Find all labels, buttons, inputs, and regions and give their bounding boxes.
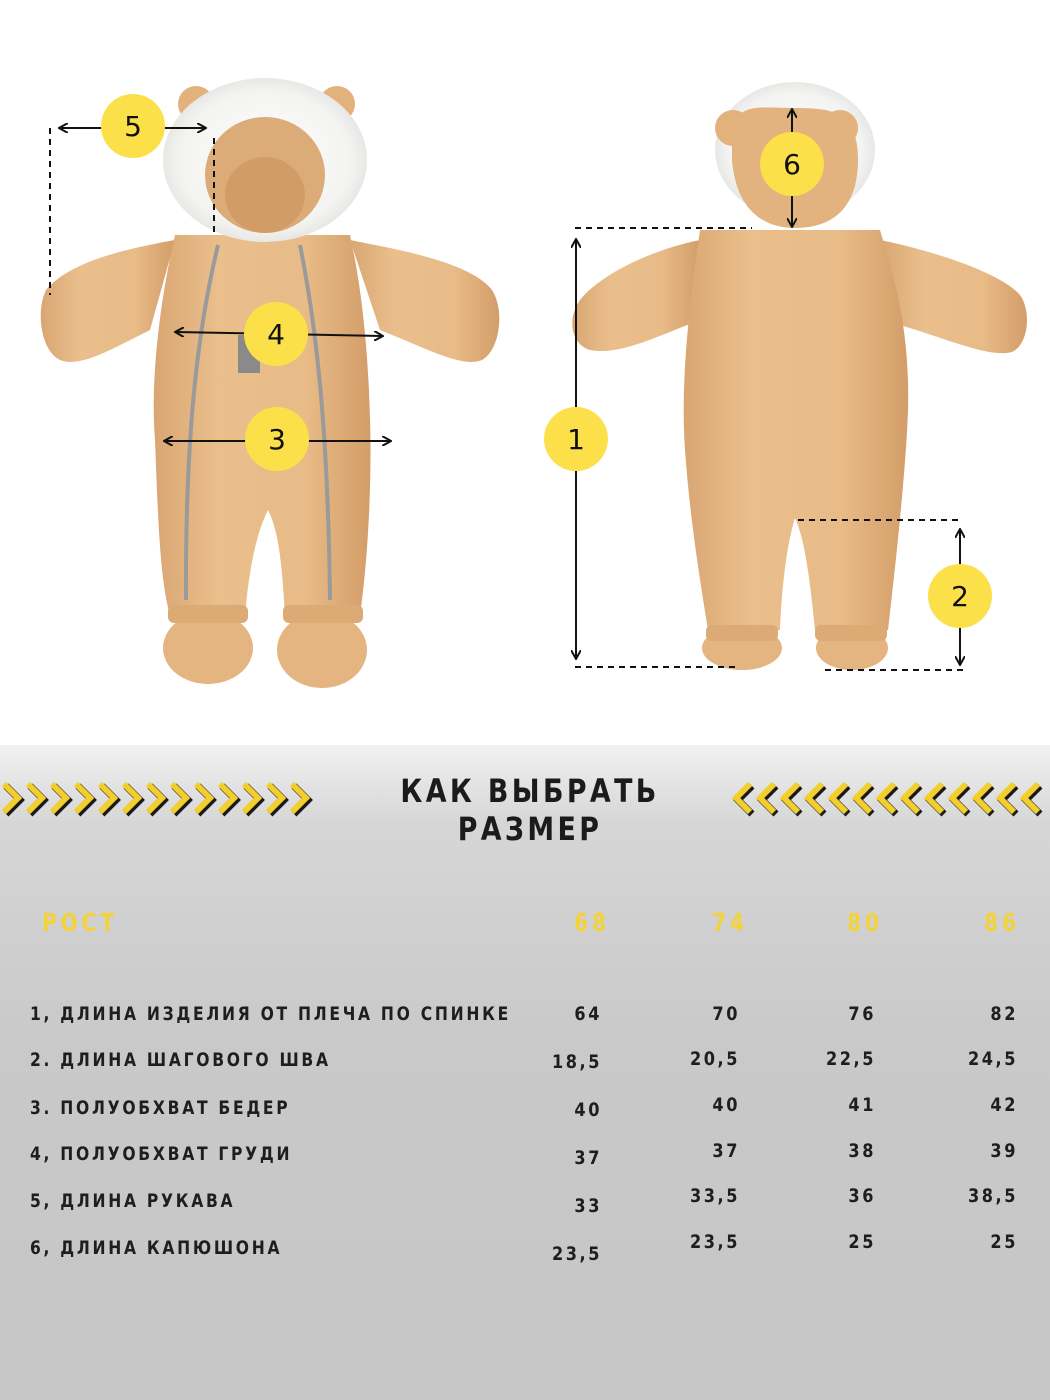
row-label-1: 1, ДЛИНА ИЗДЕЛИЯ ОТ ПЛЕЧА ПО СПИНКЕ bbox=[30, 1003, 511, 1025]
size-header-86: 86 bbox=[984, 908, 1020, 937]
row-label-5: 5, ДЛИНА РУКАВА bbox=[30, 1190, 236, 1212]
table-cell: 37 bbox=[574, 1147, 602, 1169]
table-cell: 40 bbox=[712, 1094, 740, 1116]
row-label-2: 2. ДЛИНА ШАГОВОГО ШВА bbox=[30, 1049, 331, 1071]
marker-1-label: 1 bbox=[567, 423, 585, 456]
table-cell: 37 bbox=[712, 1140, 740, 1162]
row-label-6: 6, ДЛИНА КАПЮШОНА bbox=[30, 1237, 283, 1259]
table-cell: 42 bbox=[990, 1094, 1018, 1116]
height-header-label: РОСТ bbox=[42, 908, 118, 937]
marker-3 bbox=[245, 407, 309, 471]
table-cell: 22,5 bbox=[825, 1048, 876, 1070]
chevron-arrows-right-icon bbox=[730, 776, 1050, 820]
marker-1 bbox=[544, 407, 608, 471]
table-cell: 76 bbox=[848, 1003, 876, 1025]
size-header-74: 74 bbox=[712, 908, 748, 937]
marker-6-label: 6 bbox=[783, 148, 801, 181]
table-cell: 25 bbox=[848, 1231, 876, 1253]
row-label-4: 4, ПОЛУОБХВАТ ГРУДИ bbox=[30, 1143, 293, 1165]
table-cell: 24,5 bbox=[967, 1048, 1018, 1070]
front-view-snowsuit bbox=[41, 78, 500, 688]
table-cell: 20,5 bbox=[689, 1048, 740, 1070]
table-cell: 64 bbox=[574, 1003, 602, 1025]
table-cell: 18,5 bbox=[551, 1051, 602, 1073]
marker-4 bbox=[244, 302, 308, 366]
table-cell: 38,5 bbox=[967, 1185, 1018, 1207]
size-header-80: 80 bbox=[847, 908, 883, 937]
table-cell: 82 bbox=[990, 1003, 1018, 1025]
marker-6 bbox=[760, 132, 824, 196]
marker-2-label: 2 bbox=[951, 580, 969, 613]
table-cell: 39 bbox=[990, 1140, 1018, 1162]
table-cell: 36 bbox=[848, 1185, 876, 1207]
table-cell: 25 bbox=[990, 1231, 1018, 1253]
table-cell: 23,5 bbox=[689, 1231, 740, 1253]
table-cell: 38 bbox=[848, 1140, 876, 1162]
table-cell: 41 bbox=[848, 1094, 876, 1116]
marker-4-label: 4 bbox=[267, 318, 285, 351]
table-cell: 33 bbox=[574, 1195, 602, 1217]
marker-2 bbox=[928, 564, 992, 628]
table-cell: 33,5 bbox=[689, 1185, 740, 1207]
chevron-arrows-left-icon bbox=[0, 776, 325, 820]
marker-5-label: 5 bbox=[124, 110, 142, 143]
table-cell: 70 bbox=[712, 1003, 740, 1025]
row-label-3: 3. ПОЛУОБХВАТ БЕДЕР bbox=[30, 1097, 291, 1119]
page-title: КАК ВЫБРАТЬ РАЗМЕР bbox=[400, 772, 660, 848]
marker-5 bbox=[101, 94, 165, 158]
table-cell: 23,5 bbox=[551, 1243, 602, 1265]
table-cell: 40 bbox=[574, 1099, 602, 1121]
marker-3-label: 3 bbox=[268, 423, 286, 456]
size-header-68: 68 bbox=[574, 908, 610, 937]
